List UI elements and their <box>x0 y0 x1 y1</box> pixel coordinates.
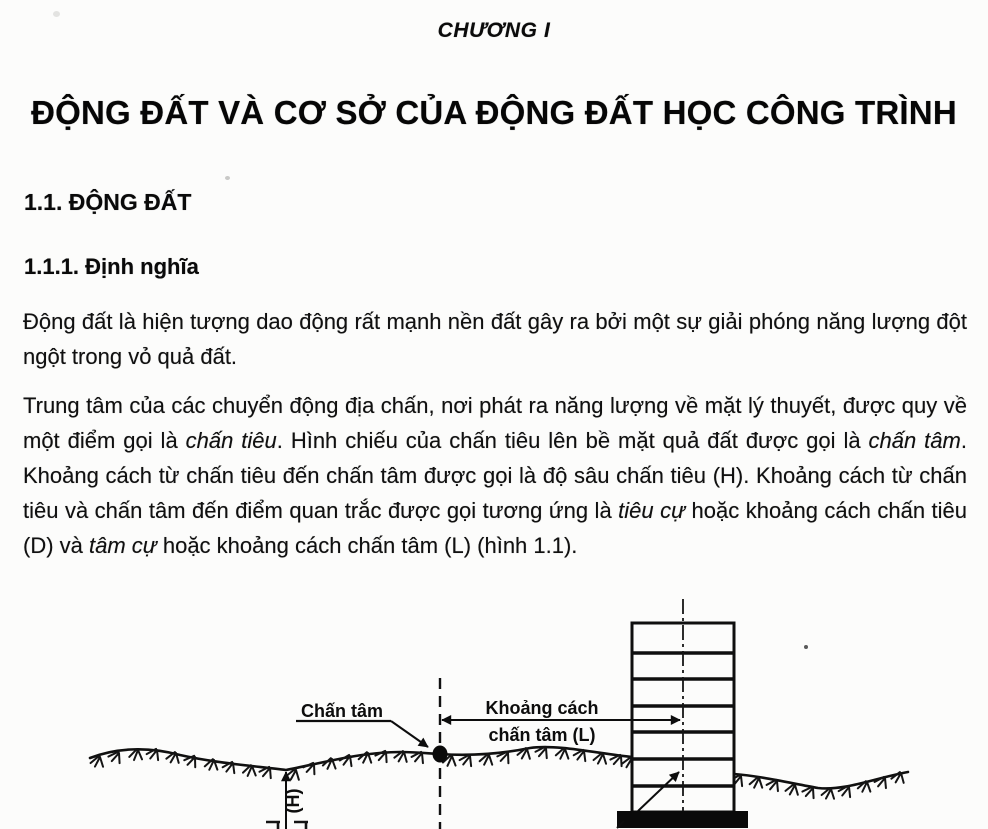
page-title: ĐỘNG ĐẤT VÀ CƠ SỞ CỦA ĐỘNG ĐẤT HỌC CÔNG TRÌNH <box>31 94 957 131</box>
text-segment: Trung tâm của các chuyển động địa chấn, nơi phát ra năng lượng về mặt lý thuyết, được quy về một điểm gọi là <box>23 393 967 453</box>
distance-label-line1: Khoảng cách <box>485 698 599 718</box>
observation-arrow-tail <box>617 821 624 828</box>
depth-label: (H) <box>283 788 303 814</box>
epicenter-dot <box>433 746 448 763</box>
ground-hatch-marks <box>90 746 904 800</box>
term-chan-tam: chấn tâm <box>868 428 961 453</box>
scan-speck <box>804 645 808 649</box>
building-foundation <box>617 811 748 828</box>
epicenter-leader-arrow <box>391 721 428 747</box>
text-segment: hoặc khoảng cách chấn tiêu (D) và <box>23 498 968 558</box>
epicenter-label: Chấn tâm <box>300 701 384 721</box>
building <box>632 623 734 812</box>
term-chan-tieu: chấn tiêu <box>185 428 277 453</box>
text-segment: . Khoảng cách từ chấn tiêu đến chấn tâm được gọi là độ sâu chấn tiêu (H). Khoảng cách từ chấn tiêu và chấn tâm đến điểm quan trắc được gọi tương ứng là <box>23 428 967 523</box>
section-heading-1-1-1: 1.1.1. Định nghĩa <box>24 254 199 279</box>
scan-speck <box>225 176 230 180</box>
observation-point-arrow <box>638 772 679 811</box>
cutoff-text-fragments <box>266 822 308 829</box>
paragraph-terminology <box>23 388 967 563</box>
ground-line-right <box>734 772 908 788</box>
term-tam-cu: tâm cự <box>89 533 157 558</box>
ground-line-left <box>90 747 632 770</box>
distance-label-line2: chấn tâm (L) <box>488 725 596 745</box>
scan-speck <box>53 11 60 17</box>
term-tieu-cu: tiêu cự <box>618 498 686 523</box>
section-heading-1-1: 1.1. ĐỘNG ĐẤT <box>24 189 192 215</box>
paragraph-definition: Động đất là hiện tượng dao động rất mạnh nền đất gây ra bởi một sự giải phóng năng lượng đột ngột trong vỏ quả đất. <box>23 309 967 369</box>
chapter-heading: CHƯƠNG I <box>437 19 551 42</box>
text-segment: hoặc khoảng cách chấn tâm (L) (hình 1.1). <box>156 533 578 558</box>
text-segment: . Hình chiếu của chấn tiêu lên bề mặt quả đất được gọi là <box>276 428 869 453</box>
